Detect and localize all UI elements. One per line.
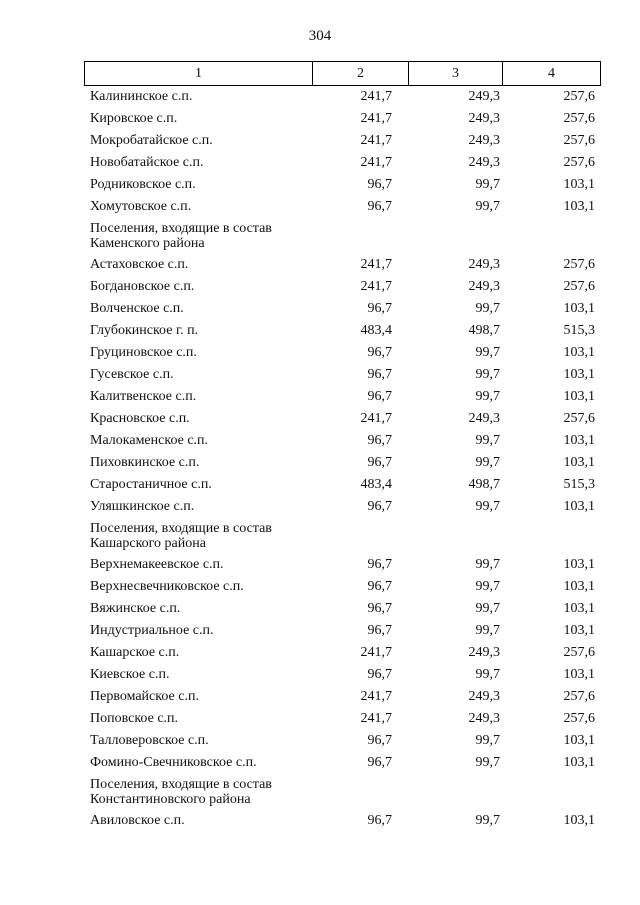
value-column-4: 103,1 (563, 367, 595, 382)
value-column-3: 99,7 (475, 499, 500, 514)
column-header-2: 2 (313, 62, 409, 86)
value-column-2: 96,7 (367, 667, 392, 682)
group-heading-line: Кашарского района (90, 536, 206, 551)
settlement-name: Калининское с.п. (90, 89, 193, 104)
value-column-2: 96,7 (367, 579, 392, 594)
value-column-2: 241,7 (360, 111, 392, 126)
table-row (84, 576, 600, 598)
table-row (84, 254, 600, 276)
value-column-4: 103,1 (563, 301, 595, 316)
value-column-3: 249,3 (468, 645, 500, 660)
table-row (84, 108, 600, 130)
settlement-name: Красновское с.п. (90, 411, 190, 426)
settlement-name: Калитвенское с.п. (90, 389, 197, 404)
value-column-4: 103,1 (563, 433, 595, 448)
settlement-name: Киевское с.п. (90, 667, 170, 682)
value-column-4: 103,1 (563, 623, 595, 638)
table-row (84, 276, 600, 298)
table-row (84, 408, 600, 430)
settlement-name: Старостаничное с.п. (90, 477, 212, 492)
group-heading-line: Поселения, входящие в состав (90, 221, 272, 236)
value-column-3: 249,3 (468, 411, 500, 426)
value-column-3: 249,3 (468, 711, 500, 726)
table-row (84, 686, 600, 708)
settlement-name: Индустриальное с.п. (90, 623, 214, 638)
value-column-3: 249,3 (468, 689, 500, 704)
value-column-4: 103,1 (563, 755, 595, 770)
value-column-4: 257,6 (563, 689, 595, 704)
value-column-4: 103,1 (563, 389, 595, 404)
value-column-4: 103,1 (563, 579, 595, 594)
group-heading (84, 518, 600, 554)
value-column-3: 99,7 (475, 623, 500, 638)
table-row (84, 664, 600, 686)
value-column-4: 103,1 (563, 177, 595, 192)
value-column-3: 99,7 (475, 455, 500, 470)
value-column-2: 483,4 (360, 477, 392, 492)
value-column-2: 241,7 (360, 411, 392, 426)
settlement-name: Астаховское с.п. (90, 257, 189, 272)
value-column-4: 257,6 (563, 279, 595, 294)
value-column-4: 103,1 (563, 733, 595, 748)
value-column-3: 99,7 (475, 755, 500, 770)
settlement-name: Уляшкинское с.п. (90, 499, 195, 514)
table-row (84, 554, 600, 576)
page-number: 304 (308, 28, 332, 44)
value-column-3: 249,3 (468, 111, 500, 126)
settlement-name: Хомутовское с.п. (90, 199, 192, 214)
table-row (84, 152, 600, 174)
value-column-2: 241,7 (360, 257, 392, 272)
settlement-name: Авиловское с.п. (90, 813, 185, 828)
value-column-4: 103,1 (563, 455, 595, 470)
value-column-2: 96,7 (367, 557, 392, 572)
value-column-2: 483,4 (360, 323, 392, 338)
value-column-4: 257,6 (563, 411, 595, 426)
settlement-name: Пиховкинское с.п. (90, 455, 200, 470)
settlement-name: Глубокинское г. п. (90, 323, 199, 338)
value-column-3: 249,3 (468, 279, 500, 294)
value-column-3: 99,7 (475, 301, 500, 316)
value-column-2: 96,7 (367, 755, 392, 770)
value-column-3: 99,7 (475, 177, 500, 192)
group-heading (84, 774, 600, 810)
table-row (84, 86, 600, 108)
value-column-3: 99,7 (475, 601, 500, 616)
settlement-name: Новобатайское с.п. (90, 155, 204, 170)
table-row (84, 342, 600, 364)
settlement-name: Первомайское с.п. (90, 689, 199, 704)
value-column-2: 96,7 (367, 301, 392, 316)
table-row (84, 752, 600, 774)
value-column-4: 515,3 (563, 477, 595, 492)
value-column-2: 241,7 (360, 689, 392, 704)
value-column-3: 249,3 (468, 89, 500, 104)
value-column-3: 99,7 (475, 579, 500, 594)
value-column-2: 96,7 (367, 499, 392, 514)
value-column-4: 257,6 (563, 155, 595, 170)
table-row (84, 620, 600, 642)
value-column-4: 103,1 (563, 601, 595, 616)
column-header-1: 1 (85, 62, 313, 86)
settlement-name: Талловеровское с.п. (90, 733, 209, 748)
group-heading-line: Каменского района (90, 236, 205, 251)
value-column-3: 249,3 (468, 257, 500, 272)
value-column-4: 103,1 (563, 499, 595, 514)
table-row (84, 598, 600, 620)
value-column-2: 96,7 (367, 733, 392, 748)
value-column-2: 96,7 (367, 345, 392, 360)
value-column-4: 515,3 (563, 323, 595, 338)
settlement-name: Верхнесвечниковское с.п. (90, 579, 244, 594)
table-row (84, 386, 600, 408)
table-row (84, 130, 600, 152)
group-heading-line: Поселения, входящие в состав (90, 521, 272, 536)
table-row (84, 730, 600, 752)
table-header (84, 61, 601, 86)
table-row (84, 298, 600, 320)
group-heading-line: Константиновского района (90, 792, 251, 807)
table-row (84, 196, 600, 218)
settlement-name: Поповское с.п. (90, 711, 179, 726)
value-column-4: 103,1 (563, 199, 595, 214)
value-column-4: 257,6 (563, 133, 595, 148)
value-column-2: 241,7 (360, 645, 392, 660)
settlement-name: Родниковское с.п. (90, 177, 196, 192)
value-column-2: 96,7 (367, 389, 392, 404)
table-body (84, 86, 600, 832)
value-column-2: 96,7 (367, 199, 392, 214)
value-column-3: 99,7 (475, 557, 500, 572)
value-column-2: 96,7 (367, 813, 392, 828)
value-column-4: 103,1 (563, 557, 595, 572)
value-column-3: 99,7 (475, 667, 500, 682)
table-row (84, 430, 600, 452)
table-row (84, 810, 600, 832)
value-column-3: 249,3 (468, 133, 500, 148)
value-column-2: 96,7 (367, 601, 392, 616)
settlement-name: Гусевское с.п. (90, 367, 174, 382)
table-row (84, 642, 600, 664)
value-column-4: 257,6 (563, 111, 595, 126)
value-column-3: 498,7 (468, 323, 500, 338)
value-column-4: 257,6 (563, 89, 595, 104)
table-row (84, 452, 600, 474)
value-column-2: 241,7 (360, 279, 392, 294)
value-column-3: 99,7 (475, 199, 500, 214)
value-column-3: 99,7 (475, 813, 500, 828)
value-column-3: 249,3 (468, 155, 500, 170)
value-column-4: 103,1 (563, 667, 595, 682)
value-column-3: 99,7 (475, 389, 500, 404)
settlement-name: Вяжинское с.п. (90, 601, 181, 616)
value-column-4: 257,6 (563, 257, 595, 272)
value-column-4: 103,1 (563, 813, 595, 828)
settlement-name: Груциновское с.п. (90, 345, 197, 360)
value-column-2: 241,7 (360, 89, 392, 104)
table-row (84, 708, 600, 730)
group-heading-line: Поселения, входящие в состав (90, 777, 272, 792)
value-column-4: 257,6 (563, 645, 595, 660)
value-column-3: 99,7 (475, 433, 500, 448)
table-row (84, 474, 600, 496)
column-header-4: 4 (503, 62, 601, 86)
value-column-3: 99,7 (475, 345, 500, 360)
settlement-name: Верхнемакеевское с.п. (90, 557, 224, 572)
value-column-2: 96,7 (367, 367, 392, 382)
value-column-4: 257,6 (563, 711, 595, 726)
settlement-name: Волченское с.п. (90, 301, 184, 316)
value-column-3: 99,7 (475, 733, 500, 748)
value-column-2: 241,7 (360, 155, 392, 170)
settlement-name: Малокаменское с.п. (90, 433, 209, 448)
value-column-2: 241,7 (360, 711, 392, 726)
table-row (84, 364, 600, 386)
value-column-2: 96,7 (367, 455, 392, 470)
settlement-name: Мокробатайское с.п. (90, 133, 213, 148)
value-column-2: 96,7 (367, 433, 392, 448)
settlement-name: Фомино-Свечниковское с.п. (90, 755, 257, 770)
value-column-2: 96,7 (367, 623, 392, 638)
table-row (84, 496, 600, 518)
value-column-3: 99,7 (475, 367, 500, 382)
settlement-name: Кировское с.п. (90, 111, 178, 126)
value-column-2: 96,7 (367, 177, 392, 192)
value-column-2: 241,7 (360, 133, 392, 148)
settlement-name: Богдановское с.п. (90, 279, 195, 294)
table-row (84, 174, 600, 196)
value-column-4: 103,1 (563, 345, 595, 360)
group-heading (84, 218, 600, 254)
column-header-3: 3 (409, 62, 503, 86)
table-row (84, 320, 600, 342)
value-column-3: 498,7 (468, 477, 500, 492)
settlement-name: Кашарское с.п. (90, 645, 180, 660)
